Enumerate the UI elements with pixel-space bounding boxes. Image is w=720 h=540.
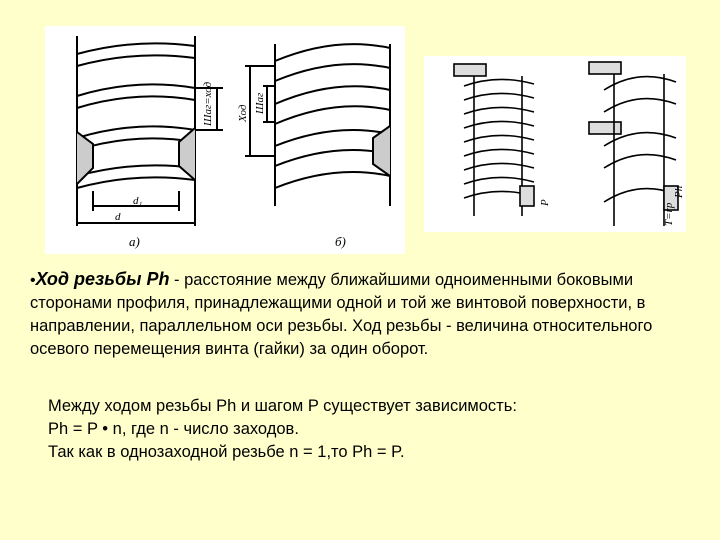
definition-text: - расстояние между ближайшими одноименными боковыми сторонами профиля, принадлежащими одной и той же винтовой поверхности, в направлении, параллельном оси резьбы. Ход резьбы - величина относительного осевого перемещения винта (гайки) за один оборот. xyxy=(30,271,653,358)
dim-p: P xyxy=(539,199,551,206)
thread-drawing-svg xyxy=(45,26,405,254)
definition-paragraph xyxy=(30,268,700,361)
dim-r: T=rp xyxy=(663,202,675,226)
single-start-screw-drawing xyxy=(77,36,223,226)
thread-drawing-right-svg xyxy=(424,56,686,232)
thread-diagram-right xyxy=(424,56,686,232)
thread-diagram-left xyxy=(45,26,405,254)
relation-line-1: Между ходом резьбы Ph и шагом P существует зависимость: xyxy=(48,397,517,415)
relation-block xyxy=(48,395,688,464)
definition-term: Ход резьбы Ph xyxy=(35,269,170,289)
bullet: • xyxy=(30,272,36,289)
relation-line-2: Ph = P • n, где n - число заходов. xyxy=(48,420,299,438)
dim-hod-right: Ph xyxy=(673,185,685,198)
dim-shag-hod: Шаг=ход xyxy=(202,81,214,126)
dim-hod: Ход xyxy=(237,104,249,122)
multi-start-screw-drawing xyxy=(245,44,390,206)
label-b: б) xyxy=(335,234,346,249)
square-thread-single-drawing xyxy=(454,64,534,216)
square-thread-multi-drawing xyxy=(589,62,678,226)
relation-line-3: Так как в однозаходной резьбе n = 1,то Ph = P. xyxy=(48,443,405,461)
dim-shag: Шаг xyxy=(254,92,266,114)
dim-d: d xyxy=(115,211,121,223)
label-a: а) xyxy=(129,234,140,249)
dim-d1: d₁ xyxy=(133,195,143,207)
